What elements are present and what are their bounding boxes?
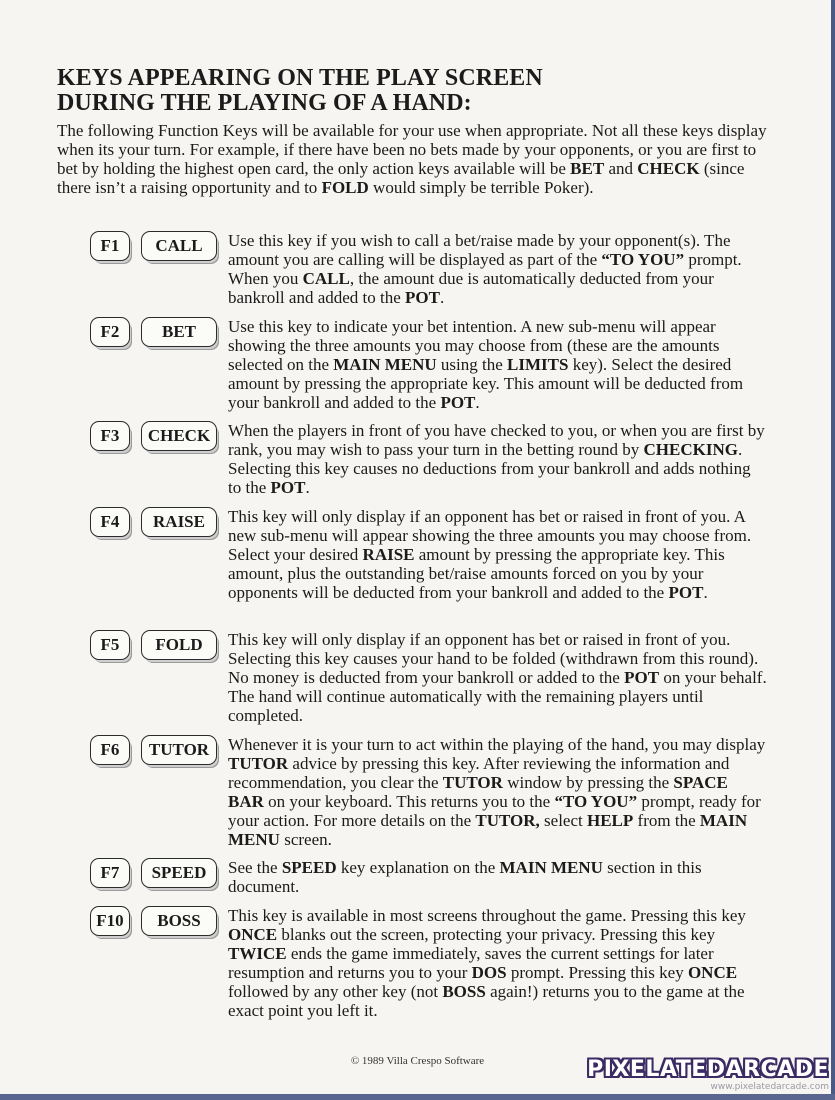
- text-segment: screen.: [279, 830, 332, 849]
- text-segment: .: [305, 478, 310, 497]
- text-segment: prompt. When you: [228, 250, 742, 288]
- bold-term: LIMITS: [507, 355, 569, 374]
- f10-keycap: F10: [90, 906, 130, 936]
- text-segment: key explanation on the: [336, 858, 500, 877]
- bold-term: ONCE: [687, 963, 738, 982]
- watermark-logo: PIXELATEDARCADE: [587, 1057, 829, 1082]
- text-segment: Whenever it is your turn to act within the playing of the hand, you may display: [228, 735, 766, 754]
- bold-term: POT: [405, 288, 440, 307]
- text-segment: using the: [436, 355, 508, 374]
- bold-term: MAIN MENU: [228, 811, 748, 849]
- text-segment: would simply be terrible Poker).: [368, 178, 594, 197]
- f6-keycap: F6: [90, 735, 130, 765]
- text-segment: ends the game immediately, saves the current settings for later resumption and returns you to your: [228, 944, 714, 982]
- f2-keycap: F2: [90, 317, 130, 347]
- call-description: [228, 231, 768, 307]
- watermark-url: www.pixelatedarcade.com: [710, 1082, 829, 1092]
- bet-description: [228, 317, 768, 412]
- f7-keycap: F7: [90, 858, 130, 888]
- bold-term: FOLD: [321, 178, 369, 197]
- f5-keycap: F5: [90, 630, 130, 660]
- keycap-group: [88, 630, 223, 666]
- text-segment: Use this key to indicate your bet intention. A new sub-menu will appear showing the three amounts you may choose from (these are the amounts selected on the: [228, 317, 720, 374]
- intro-paragraph: [57, 121, 772, 197]
- speed-keycap: SPEED: [141, 858, 217, 888]
- keycap-group: [88, 906, 223, 942]
- text-segment: on your keyboard. This returns you to the: [263, 792, 555, 811]
- raise-keycap: RAISE: [141, 507, 217, 537]
- bold-term: SPACE BAR: [228, 773, 728, 811]
- text-segment: .: [703, 583, 708, 602]
- call-keycap: CALL: [141, 231, 217, 261]
- page-title: [57, 66, 777, 116]
- bold-term: CHECK: [637, 159, 700, 178]
- boss-description: [228, 906, 768, 1020]
- keycap-group: [88, 317, 223, 353]
- keycap-group: [88, 858, 223, 894]
- check-description: [228, 421, 768, 497]
- bold-term: POT: [668, 583, 704, 602]
- raise-description: [228, 507, 768, 602]
- fold-keycap: FOLD: [141, 630, 217, 660]
- bold-term: POT: [270, 478, 306, 497]
- boss-keycap: BOSS: [141, 906, 217, 936]
- bold-term: POT: [440, 393, 476, 412]
- f1-keycap: F1: [90, 231, 130, 261]
- text-segment: See the: [228, 858, 282, 877]
- f4-keycap: F4: [90, 507, 130, 537]
- bold-term: BOSS: [442, 982, 486, 1001]
- bold-term: HELP: [587, 811, 634, 830]
- page-edge-bottom: [0, 1094, 835, 1100]
- bold-term: BET: [570, 159, 605, 178]
- keycap-group: [88, 231, 223, 267]
- copyright-footer: © 1989 Villa Crespo Software: [350, 1055, 485, 1067]
- text-segment: followed by any other key (not: [228, 982, 443, 1001]
- text-segment: . Selecting this key causes no deductions from your bankroll and adds nothing to the: [228, 440, 751, 497]
- text-segment: key). Select the desired amount by pressing the appropriate key. This amount will be deducted from your bankroll and added to the: [228, 355, 744, 412]
- text-segment: The following Function Keys will be available for your use when appropriate. Not all these keys display when its your turn. For example, if there have been no bets made by your opponents, or you are first to bet by holding the highest open card, the only action keys available will be: [57, 121, 767, 178]
- bold-term: MAIN MENU: [499, 858, 603, 877]
- page-edge-right: [831, 0, 835, 1100]
- bold-term: DOS: [471, 963, 507, 982]
- text-segment: from the: [633, 811, 700, 830]
- text-segment: (since there isn’t a raising opportunity and to: [57, 159, 745, 197]
- text-segment: .: [439, 288, 445, 307]
- watermark: [587, 1059, 829, 1092]
- tutor-keycap: TUTOR: [141, 735, 217, 765]
- title-line-2: DURING THE PLAYING OF A HAND:: [57, 90, 472, 116]
- text-segment: amount by pressing the appropriate key. This amount, plus the outstanding bet/raise amounts forced on you by your opponents will be deducted from your bankroll and added to the: [228, 545, 725, 602]
- bold-term: ONCE: [228, 925, 278, 944]
- speed-description: [228, 858, 768, 896]
- text-segment: prompt. Pressing this key: [506, 963, 688, 982]
- fold-description: [228, 630, 768, 725]
- title-line-1: KEYS APPEARING ON THE PLAY SCREEN: [57, 65, 543, 91]
- text-segment: This key is available in most screens throughout the game. Pressing this key: [228, 906, 746, 925]
- text-segment: advice by pressing this key. After reviewing the information and recommendation, you clear the: [228, 754, 730, 792]
- bold-term: TUTOR: [442, 773, 503, 792]
- keycap-group: [88, 735, 223, 771]
- bold-term: RAISE: [362, 545, 415, 564]
- bold-term: “TO YOU”: [601, 250, 685, 269]
- text-segment: again!) returns you to the game at the exact point you left it.: [228, 982, 745, 1020]
- text-segment: When the players in front of you have checked to you, or when you are first by rank, you may wish to pass your turn in the betting round by: [228, 421, 765, 459]
- text-segment: Use this key if you wish to call a bet/raise made by your opponent(s). The amount you are calling will be displayed as part of the: [228, 231, 731, 269]
- check-keycap: CHECK: [141, 421, 217, 451]
- text-segment: and: [604, 159, 638, 178]
- text-segment: blanks out the screen, protecting your privacy. Pressing this key: [277, 925, 716, 944]
- text-segment: , the amount due is automatically deducted from your bankroll and added to the: [228, 269, 714, 307]
- text-segment: select: [539, 811, 587, 830]
- bold-term: TUTOR: [228, 754, 289, 773]
- text-segment: section in this document.: [228, 858, 702, 896]
- bold-term: MAIN MENU: [333, 355, 437, 374]
- text-segment: on your behalf. The hand will continue automatically with the remaining players until completed.: [228, 668, 767, 725]
- bold-term: SPEED: [281, 858, 337, 877]
- bold-term: TUTOR,: [475, 811, 540, 830]
- bold-term: “TO YOU”: [554, 792, 638, 811]
- keycap-group: [88, 421, 223, 457]
- text-segment: prompt, ready for your action. For more details on the: [228, 792, 761, 830]
- f3-keycap: F3: [90, 421, 130, 451]
- bet-keycap: BET: [141, 317, 217, 347]
- text-segment: .: [475, 393, 480, 412]
- text-segment: window by pressing the: [502, 773, 674, 792]
- bold-term: CHECKING: [643, 440, 738, 459]
- text-segment: This key will only display if an opponent has bet or raised in front of you. A new sub-menu will appear showing the three amounts you may choose from. Select your desired: [228, 507, 752, 564]
- bold-term: CALL: [302, 269, 350, 288]
- bold-term: POT: [624, 668, 660, 687]
- bold-term: TWICE: [228, 944, 287, 963]
- tutor-description: [228, 735, 768, 849]
- keycap-group: [88, 507, 223, 543]
- text-segment: This key will only display if an opponent has bet or raised in front of you. Selecting this key causes your hand to be folded (withdrawn from this round). No money is deducted from your bankroll or added to the: [228, 630, 759, 687]
